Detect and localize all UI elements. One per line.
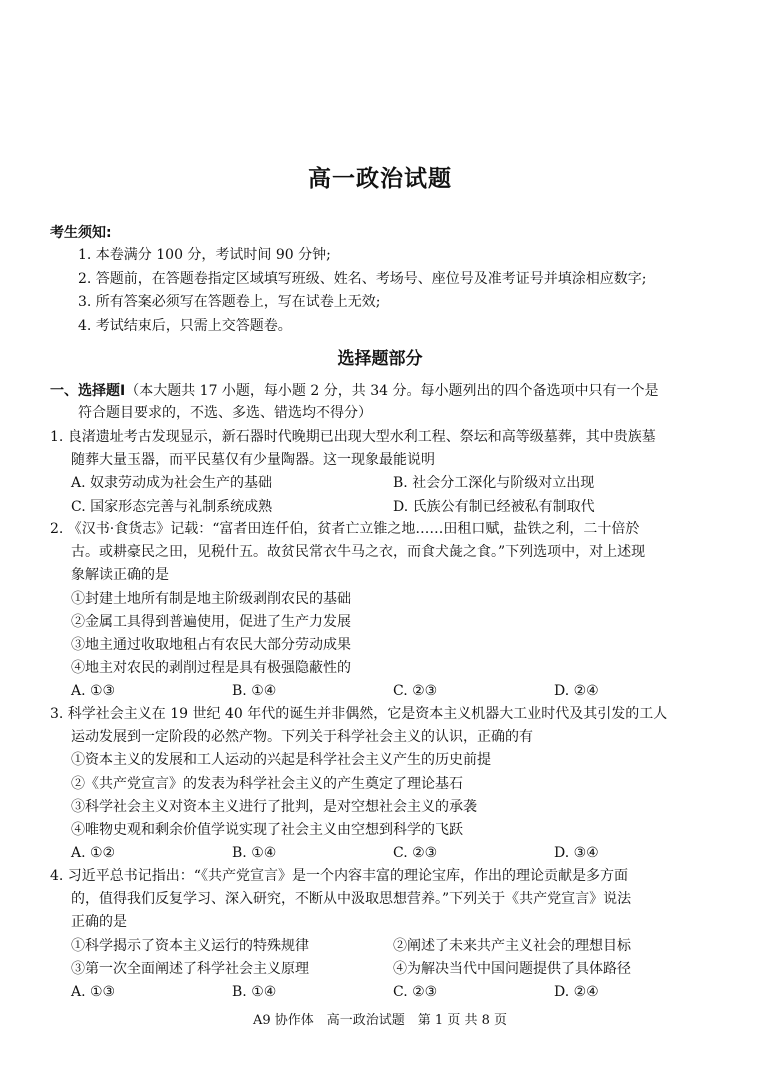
statement: ④为解决当代中国问题提供了具体路径 bbox=[393, 960, 631, 977]
question-text: 的，值得我们反复学习、深入研究，不断从中汲取思想营养。”下列关于《共产党宣言》说法 bbox=[71, 891, 632, 908]
statement: ②阐述了未来共产主义社会的理想目标 bbox=[393, 937, 631, 954]
option-d: D. ③④ bbox=[554, 845, 599, 862]
statement-row bbox=[50, 958, 715, 981]
notice-item: 2. 答题前，在答题卷指定区域填写班级、姓名、考场号、座位号及准考证号并填涂相应数字; bbox=[78, 270, 647, 287]
option-a: A. ①② bbox=[71, 845, 116, 862]
part-desc: （本大题共 17 小题，每小题 2 分，共 34 分。每小题列出的四个备选项中只有一个是 bbox=[125, 383, 659, 399]
page-footer: A9 协作体 高一政治试题 第 1 页 共 8 页 bbox=[253, 1013, 507, 1028]
statement: ③第一次全面阐述了科学社会主义原理 bbox=[71, 960, 309, 977]
option-a: A. ①③ bbox=[71, 683, 116, 700]
option-b: B. ①④ bbox=[232, 845, 277, 862]
option-a: A. ①③ bbox=[71, 983, 116, 1000]
statement: ③地主通过收取地租占有农民大部分劳动成果 bbox=[71, 636, 351, 653]
part-desc-cont: 符合题目要求的，不选、多选、错选均不得分） bbox=[78, 405, 372, 421]
statement: ④地主对农民的剥削过程是具有极强隐蔽性的 bbox=[71, 660, 351, 677]
option-row bbox=[50, 472, 715, 495]
option-d: D. 氏族公有制已经被私有制取代 bbox=[393, 498, 595, 515]
question-2 bbox=[50, 518, 715, 704]
option-row bbox=[50, 680, 715, 703]
question-3 bbox=[50, 703, 715, 865]
option-c: C. ②③ bbox=[393, 845, 438, 862]
option-c: C. ②③ bbox=[393, 983, 438, 1000]
option-d: D. ②④ bbox=[554, 683, 599, 700]
question-text: 1. 良渚遗址考古发现显示，新石器时代晚期已出现大型水利工程、祭坛和高等级墓葬，其中贵族墓 bbox=[50, 429, 656, 445]
statement: ①科学揭示了资本主义运行的特殊规律 bbox=[71, 937, 309, 954]
notice-item: 3. 所有答案必须写在答题卷上，写在试卷上无效; bbox=[78, 294, 381, 310]
question-1 bbox=[50, 426, 715, 519]
statement: ②《共产党宣言》的发表为科学社会主义的产生奠定了理论基石 bbox=[71, 775, 463, 792]
question-text: 正确的是 bbox=[71, 914, 127, 931]
option-c: C. 国家形态完善与礼制系统成熟 bbox=[71, 498, 273, 515]
option-b: B. ①④ bbox=[232, 983, 277, 1000]
statement: ①资本主义的发展和工人运动的兴起是科学社会主义产生的历史前提 bbox=[71, 752, 491, 769]
statement: ④唯物史观和剩余价值学说实现了社会主义由空想到科学的飞跃 bbox=[71, 821, 463, 838]
question-text: 随葬大量玉器，而平民墓仅有少量陶器。这一现象最能说明 bbox=[71, 452, 435, 469]
option-row bbox=[50, 842, 715, 865]
option-d: D. ②④ bbox=[554, 983, 599, 1000]
part-heading bbox=[50, 380, 715, 424]
statement: ②金属工具得到普遍使用，促进了生产力发展 bbox=[71, 613, 351, 630]
notice-list bbox=[78, 244, 738, 338]
question-text: 象解读正确的是 bbox=[71, 567, 169, 584]
section-heading: 选择题部分 bbox=[337, 349, 423, 369]
question-text: 运动发展到一定阶段的必然产物。下列关于科学社会主义的认识，正确的有 bbox=[71, 729, 533, 746]
option-b: B. 社会分工深化与阶级对立出现 bbox=[393, 475, 595, 492]
option-c: C. ②③ bbox=[393, 683, 438, 700]
part-label: 一、选择题Ⅰ bbox=[50, 383, 126, 399]
option-a: A. 奴隶劳动成为社会生产的基础 bbox=[71, 475, 273, 492]
option-b: B. ①④ bbox=[232, 683, 277, 700]
notice-heading: 考生须知: bbox=[50, 225, 112, 241]
statement-row bbox=[50, 935, 715, 958]
question-text: 4. 习近平总书记指出：“《共产党宣言》是一个内容丰富的理论宝库，作出的理论贡献是多方面 bbox=[50, 868, 628, 884]
exam-title: 高一政治试题 bbox=[308, 166, 452, 192]
notice-item: 4. 考试结束后，只需上交答题卷。 bbox=[78, 317, 292, 334]
question-4 bbox=[50, 865, 715, 1004]
question-text: 2. 《汉书·食货志》记载：“富者田连仟伯，贫者亡立锥之地……田租口赋，盐铁之利，二十倍於 bbox=[50, 521, 640, 537]
question-text: 古。或耕豪民之田，见税什五。故贫民常衣牛马之衣，而食犬彘之食。”下列选项中，对上述现 bbox=[71, 544, 646, 561]
statement: ③科学社会主义对资本主义进行了批判，是对空想社会主义的承袭 bbox=[71, 798, 477, 815]
option-row bbox=[50, 981, 715, 1004]
notice-item: 1. 本卷满分 100 分，考试时间 90 分钟; bbox=[78, 247, 331, 263]
statement: ①封建土地所有制是地主阶级剥削农民的基础 bbox=[71, 590, 351, 607]
option-row bbox=[50, 496, 715, 519]
question-text: 3. 科学社会主义在 19 世纪 40 年代的诞生并非偶然，它是资本主义机器大工业时代及其引发的工人 bbox=[50, 706, 668, 722]
